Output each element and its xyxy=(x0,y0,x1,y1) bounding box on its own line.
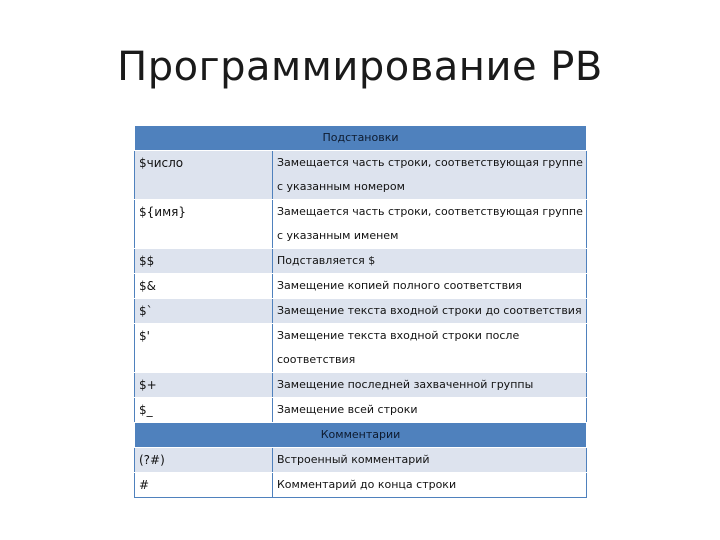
table-row xyxy=(135,151,587,200)
table-row xyxy=(135,274,587,299)
table-row xyxy=(135,373,587,398)
table-cell-desc: Подставляется $ xyxy=(273,249,587,274)
table-cell-key: $+ xyxy=(135,373,273,398)
table-row xyxy=(135,448,587,473)
table-cell-key: $& xyxy=(135,274,273,299)
table-cell-key: $_ xyxy=(135,398,273,423)
substitutions-header-row xyxy=(135,126,587,151)
table-row xyxy=(135,299,587,324)
table-cell-key: $число xyxy=(135,151,273,200)
table-cell-key: $$ xyxy=(135,249,273,274)
table-cell-desc: Замещение копией полного соответствия xyxy=(273,274,587,299)
table-row xyxy=(135,398,587,423)
slide-title: Программирование РВ xyxy=(117,44,603,90)
table-cell-key: # xyxy=(135,473,273,498)
table-row xyxy=(135,473,587,498)
table-cell-key: $' xyxy=(135,324,273,373)
table-cell-desc: Замещается часть строки, соответствующая группе с указанным номером xyxy=(273,151,587,200)
comments-header-row xyxy=(135,423,587,448)
table-cell-desc: Замещение последней захваченной группы xyxy=(273,373,587,398)
table-row xyxy=(135,200,587,249)
table-cell-key: $` xyxy=(135,299,273,324)
table-cell-desc: Замещение текста входной строки после соответствия xyxy=(273,324,587,373)
table-cell-key: (?#) xyxy=(135,448,273,473)
table-cell-desc: Комментарий до конца строки xyxy=(273,473,587,498)
table-row xyxy=(135,324,587,373)
comments-header: Комментарии xyxy=(135,423,587,448)
regex-substitution-table xyxy=(134,125,587,498)
table-cell-desc: Замещение текста входной строки до соответствия xyxy=(273,299,587,324)
table-cell-key: ${имя} xyxy=(135,200,273,249)
substitutions-header: Подстановки xyxy=(135,126,587,151)
table-cell-desc: Замещается часть строки, соответствующая группе с указанным именем xyxy=(273,200,587,249)
table-cell-desc: Замещение всей строки xyxy=(273,398,587,423)
table-cell-desc: Встроенный комментарий xyxy=(273,448,587,473)
table-row xyxy=(135,249,587,274)
